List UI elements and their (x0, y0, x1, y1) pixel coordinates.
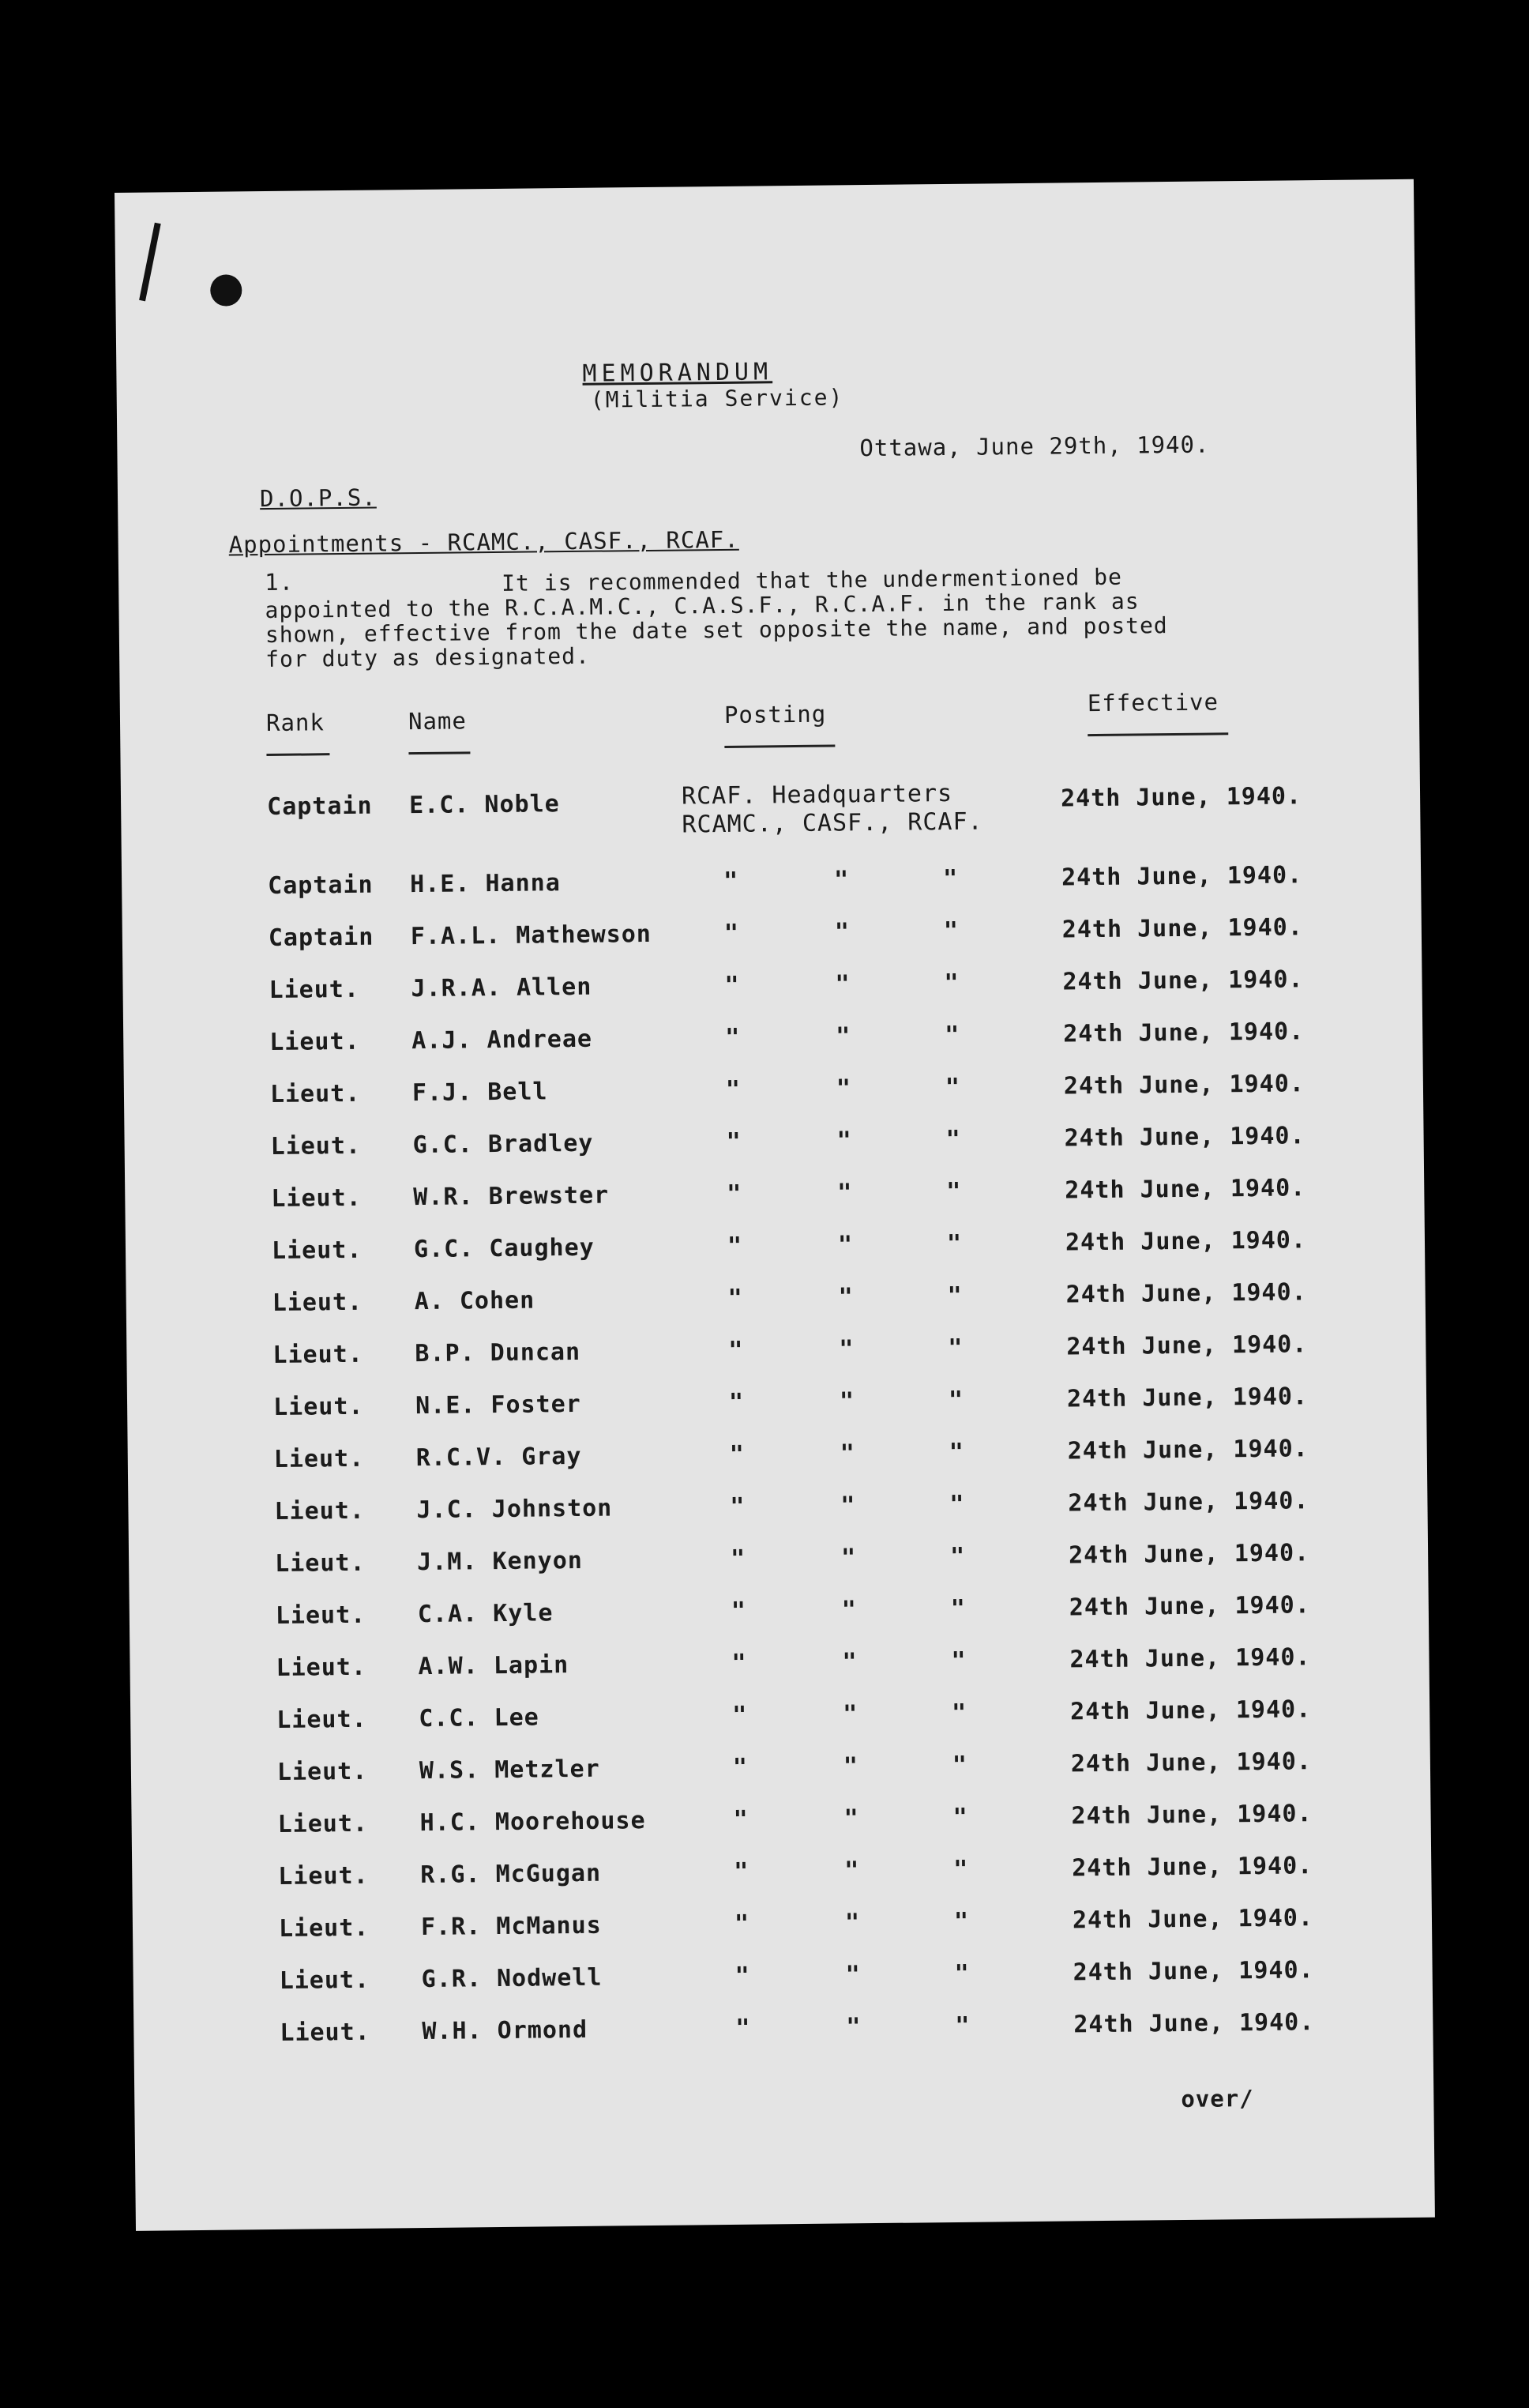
table-row (133, 1903, 1396, 1948)
table-row (124, 1069, 1388, 1114)
table-row (129, 1538, 1392, 1583)
table-row (128, 1434, 1392, 1479)
rank-cell: Lieut. (271, 1183, 362, 1213)
name-cell: R.C.V. Gray (415, 1442, 582, 1473)
ditto-mark: " (723, 919, 740, 947)
ditto-mark: " (836, 1127, 852, 1155)
table-row (130, 1590, 1393, 1635)
ditto-mark: " (840, 1439, 856, 1468)
name-cell: W.S. Metzler (419, 1755, 600, 1785)
effective-cell: 24th June, 1940. (1062, 965, 1304, 996)
ditto-mark: " (730, 1545, 746, 1573)
punch-hole-mark (210, 274, 242, 306)
ditto-mark: " (948, 1334, 964, 1363)
table-row (126, 1330, 1390, 1375)
name-cell: H.C. Moorehouse (419, 1807, 646, 1838)
rank-cell: Lieut. (272, 1340, 363, 1369)
rank-cell: Lieut. (277, 1809, 369, 1838)
posting-underline (724, 744, 835, 747)
name-cell: G.R. Nodwell (421, 1963, 603, 1994)
rank-cell: Lieut. (271, 1236, 363, 1265)
ditto-mark: " (732, 1753, 749, 1782)
memo-subtitle: (Militia Service) (590, 384, 844, 413)
ditto-mark: " (723, 867, 739, 895)
name-cell: N.E. Foster (415, 1390, 581, 1420)
over-note: over/ (1181, 2085, 1254, 2113)
ditto-mark: " (725, 1075, 742, 1104)
table-row (132, 1851, 1396, 1896)
rank-cell: Lieut. (272, 1392, 364, 1421)
ditto-mark: " (946, 1229, 963, 1259)
ditto-mark: " (945, 1125, 961, 1154)
ditto-mark: " (727, 1284, 743, 1312)
ditto-mark: " (845, 1961, 861, 1989)
ditto-mark: " (734, 1962, 750, 1990)
ditto-mark: " (839, 1387, 855, 1416)
effective-cell: 24th June, 1940. (1061, 861, 1303, 892)
ditto-mark: " (724, 971, 740, 999)
ditto-mark: " (844, 1857, 860, 1885)
ditto-mark: " (949, 1490, 965, 1519)
rank-cell: Lieut. (269, 1027, 360, 1057)
rank-cell: Lieut. (275, 1548, 366, 1578)
ditto-mark: " (836, 1074, 852, 1103)
ditto-mark: " (728, 1336, 744, 1364)
ditto-mark: " (730, 1492, 746, 1521)
name-cell: G.C. Caughey (413, 1233, 595, 1264)
ditto-mark: " (840, 1492, 856, 1520)
ditto-mark: " (843, 1752, 859, 1781)
effective-cell: 24th June, 1940. (1072, 1904, 1314, 1935)
ditto-mark: " (954, 1959, 970, 1988)
name-cell: A. Cohen (414, 1286, 535, 1316)
table-row (133, 2007, 1397, 2052)
table-row (122, 912, 1386, 958)
effective-cell: 24th June, 1940. (1070, 1748, 1313, 1778)
addressee: D.O.P.S. (259, 483, 377, 513)
ditto-mark: " (734, 1909, 750, 1938)
table-row (121, 779, 1384, 839)
rank-cell: Captain (266, 792, 373, 822)
ditto-mark: " (844, 1909, 861, 1937)
ditto-mark: " (949, 1542, 966, 1571)
ditto-mark: " (839, 1335, 855, 1364)
table-row (127, 1382, 1391, 1427)
name-cell: E.C. Noble (408, 790, 560, 820)
paragraph-text: It is recommended that the undermentioned be appointed to the R.C.A.M.C., C.A.S.F., R.C.A.F. in the rank as shown, effective from the date set opposite the name, and posted for duty as designated. (265, 563, 1168, 673)
ditto-mark: " (725, 1023, 741, 1052)
name-cell: W.R. Brewster (413, 1181, 610, 1212)
effective-cell: 24th June, 1940. (1073, 1956, 1314, 1987)
effective-cell: 24th June, 1940. (1071, 1800, 1313, 1830)
name-cell: A.W. Lapin (418, 1651, 569, 1681)
ditto-mark: " (955, 2011, 971, 2040)
effective-cell: 24th June, 1940. (1064, 1122, 1305, 1153)
name-cell: B.P. Duncan (415, 1338, 581, 1368)
ditto-mark: " (945, 1021, 960, 1050)
name-underline (408, 751, 470, 754)
name-cell: C.A. Kyle (417, 1599, 554, 1629)
name-cell: W.H. Ormond (422, 2015, 588, 2046)
name-cell: J.R.A. Allen (411, 973, 592, 1003)
table-row (126, 1277, 1390, 1323)
table-row (125, 1173, 1388, 1218)
table-row (124, 1121, 1388, 1166)
column-header-name: Name (408, 707, 468, 736)
memo-title: MEMORANDUM (582, 358, 773, 388)
ditto-mark: " (843, 1700, 858, 1729)
effective-cell: 24th June, 1940. (1065, 1278, 1307, 1309)
rank-cell: Lieut. (279, 1966, 370, 1995)
rank-cell: Lieut. (278, 1913, 370, 1943)
effective-cell: 24th June, 1940. (1070, 1695, 1312, 1726)
rank-cell: Captain (268, 923, 374, 953)
ditto-mark: " (728, 1388, 745, 1417)
name-cell: C.C. Lee (419, 1703, 539, 1733)
table-row (131, 1747, 1395, 1792)
rank-cell: Lieut. (275, 1601, 366, 1630)
ditto-mark: " (735, 2014, 751, 2042)
column-header-effective: Effective (1087, 688, 1219, 717)
posting-cell-line1: RCAF. Headquarters (681, 779, 953, 811)
column-header-posting: Posting (723, 700, 827, 728)
table-row (130, 1695, 1394, 1740)
ditto-mark: " (841, 1596, 858, 1624)
rank-cell: Lieut. (278, 1861, 369, 1891)
rank-cell: Lieut. (280, 2018, 370, 2047)
ditto-mark: " (833, 866, 850, 894)
effective-cell: 24th June, 1940. (1072, 1852, 1313, 1883)
name-cell: F.R. McManus (420, 1911, 602, 1942)
ditto-mark: " (837, 1179, 853, 1207)
ditto-mark: " (835, 970, 851, 999)
effective-cell: 24th June, 1940. (1063, 1070, 1305, 1101)
effective-underline (1088, 732, 1228, 736)
ditto-mark: " (731, 1649, 747, 1677)
ditto-mark: " (944, 969, 960, 998)
table-row (122, 860, 1385, 905)
ditto-mark: " (727, 1180, 742, 1208)
rank-cell: Lieut. (274, 1496, 366, 1526)
effective-cell: 24th June, 1940. (1073, 2008, 1315, 2039)
rank-cell: Lieut. (270, 1131, 362, 1161)
memo-page (115, 179, 1435, 2231)
ditto-mark: " (846, 2013, 862, 2041)
ditto-mark: " (952, 1751, 968, 1779)
name-cell: R.G. McGugan (420, 1859, 602, 1890)
posting-cell-line2: RCAMC., CASF., RCAF. (682, 807, 983, 839)
subject-line: Appointments - RCAMC., CASF., RCAF. (228, 525, 739, 559)
rank-cell: Lieut. (276, 1653, 367, 1682)
table-row (130, 1642, 1393, 1687)
ditto-mark: " (836, 1022, 851, 1051)
ditto-mark: " (949, 1438, 965, 1467)
ditto-mark: " (945, 1073, 961, 1102)
ditto-mark: " (943, 916, 960, 946)
ditto-mark: " (729, 1440, 746, 1469)
rank-cell: Captain (268, 871, 374, 901)
effective-cell: 24th June, 1940. (1068, 1539, 1310, 1570)
ditto-mark: " (948, 1386, 964, 1415)
effective-cell: 24th June, 1940. (1066, 1383, 1309, 1413)
ditto-mark: " (950, 1594, 967, 1624)
column-header-rank: Rank (265, 709, 325, 737)
name-cell: J.C. Johnston (416, 1494, 613, 1525)
rank-cell: Lieut. (269, 975, 360, 1005)
table-row (128, 1486, 1392, 1531)
table-row (122, 965, 1386, 1010)
ditto-mark: " (734, 1857, 749, 1886)
rank-underline (266, 753, 329, 756)
effective-cell: 24th June, 1940. (1065, 1174, 1306, 1205)
ditto-mark: " (840, 1544, 857, 1572)
rank-cell: Lieut. (269, 1079, 361, 1108)
rank-cell: Lieut. (276, 1705, 367, 1734)
effective-cell: 24th June, 1940. (1069, 1591, 1310, 1622)
ditto-mark: " (952, 1699, 967, 1728)
rank-cell: Lieut. (276, 1757, 368, 1786)
ditto-mark: " (733, 1805, 749, 1834)
name-cell: A.J. Andreae (411, 1025, 593, 1055)
ditto-mark: " (946, 1177, 962, 1206)
effective-cell: 24th June, 1940. (1063, 1018, 1305, 1048)
ditto-mark: " (947, 1281, 963, 1311)
handwritten-slash-mark (139, 223, 161, 302)
effective-cell: 24th June, 1940. (1068, 1487, 1309, 1518)
name-cell: G.C. Bradley (412, 1129, 594, 1160)
name-cell: J.M. Kenyon (416, 1546, 584, 1577)
table-row (133, 1955, 1397, 2000)
effective-cell: 24th June, 1940. (1066, 1330, 1308, 1361)
ditto-mark: " (952, 1803, 968, 1831)
name-cell: F.J. Bell (411, 1078, 548, 1108)
name-cell: F.A.L. Mathewson (410, 920, 652, 951)
rank-cell: Lieut. (273, 1444, 365, 1473)
ditto-mark: " (727, 1232, 743, 1260)
place-date: Ottawa, June 29th, 1940. (859, 431, 1210, 462)
table-row (126, 1225, 1389, 1270)
effective-cell: 24th June, 1940. (1061, 913, 1303, 944)
ditto-mark: " (732, 1701, 748, 1729)
ditto-mark: " (942, 864, 959, 894)
effective-cell: 24th June, 1940. (1060, 782, 1302, 813)
ditto-mark: " (834, 918, 851, 946)
ditto-mark: " (837, 1231, 854, 1259)
rank-cell: Lieut. (272, 1288, 363, 1317)
paragraph-number: 1. (264, 568, 295, 596)
ditto-mark: " (842, 1648, 858, 1676)
table-row (123, 1017, 1387, 1062)
ditto-mark: " (731, 1597, 747, 1625)
ditto-mark: " (843, 1804, 859, 1833)
name-cell: H.E. Hanna (410, 869, 561, 899)
table-row (131, 1799, 1395, 1844)
ditto-mark: " (953, 1855, 969, 1883)
ditto-mark: " (953, 1907, 970, 1936)
ditto-mark: " (726, 1127, 742, 1156)
effective-cell: 24th June, 1940. (1065, 1226, 1307, 1257)
effective-cell: 24th June, 1940. (1069, 1643, 1311, 1674)
ditto-mark: " (838, 1283, 854, 1311)
effective-cell: 24th June, 1940. (1067, 1435, 1309, 1465)
ditto-mark: " (951, 1646, 967, 1676)
